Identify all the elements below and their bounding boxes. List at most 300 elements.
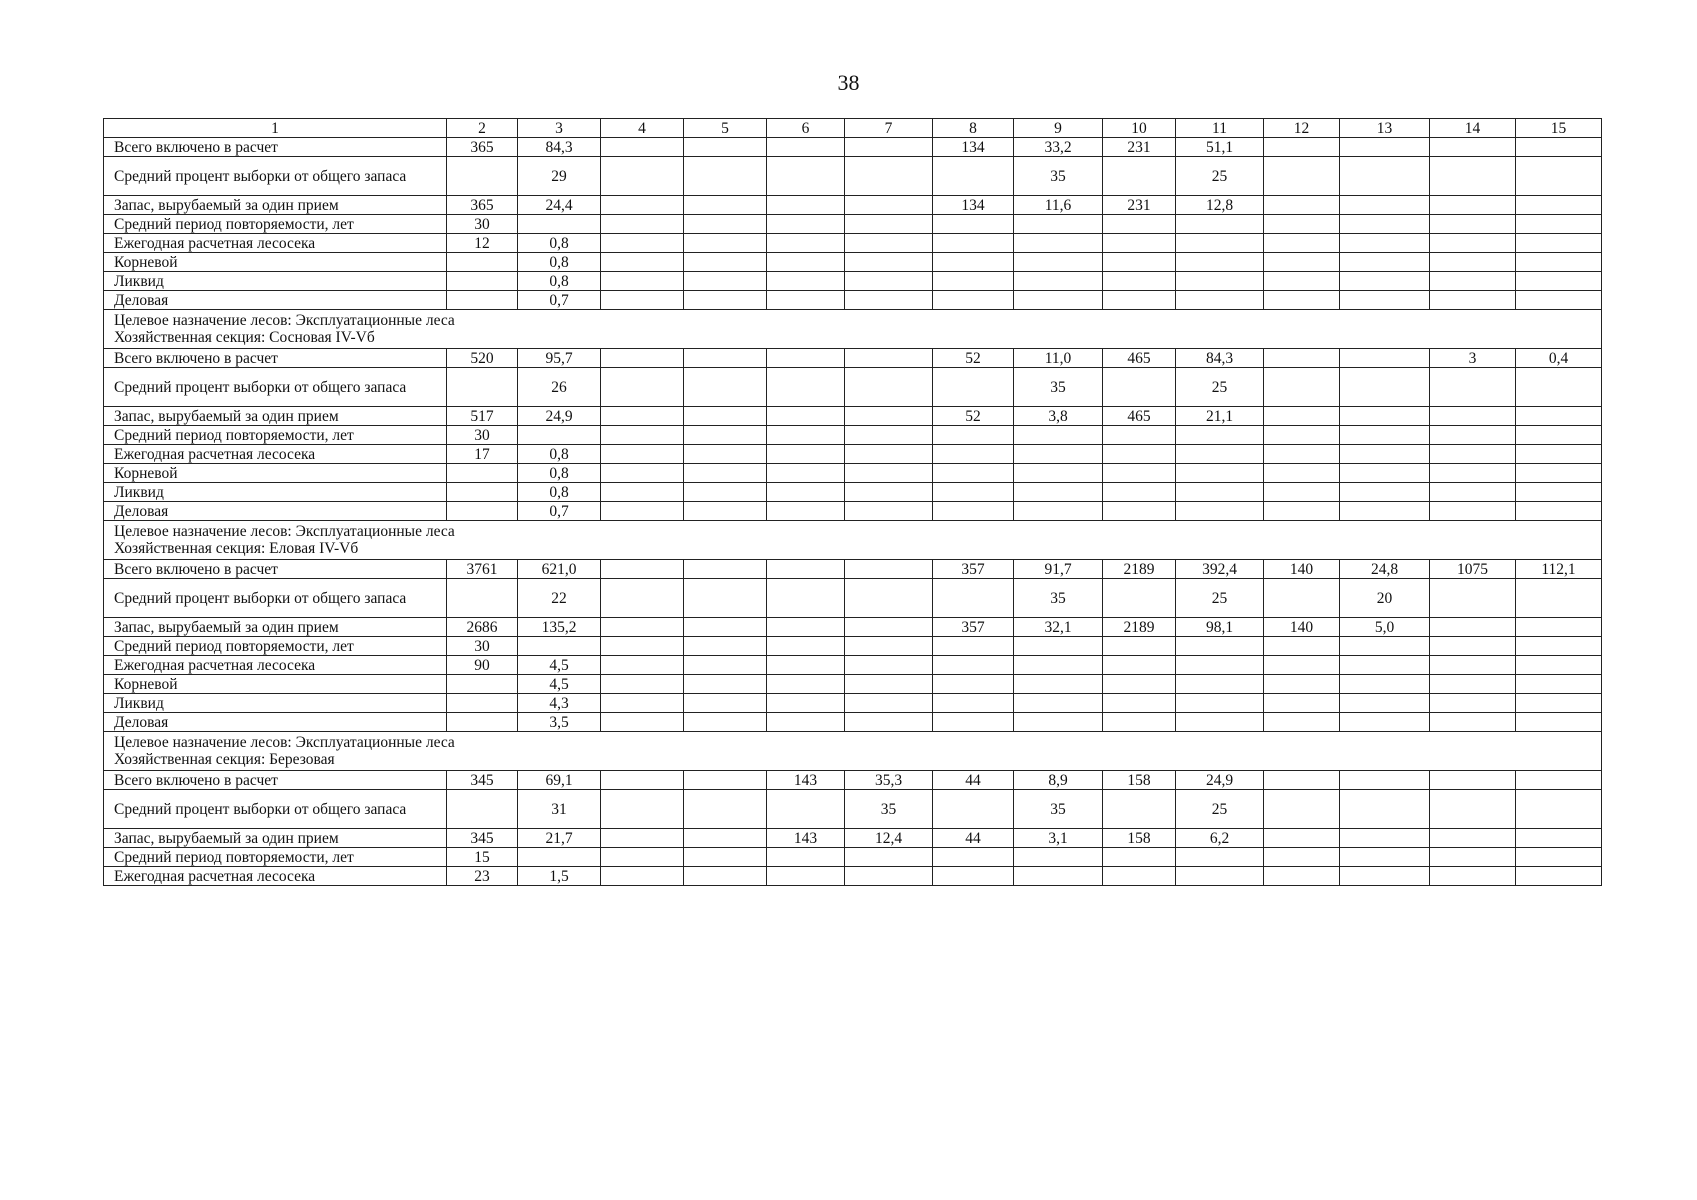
- table-cell: [1430, 196, 1516, 215]
- table-cell: 11,0: [1014, 349, 1103, 368]
- column-header: 2: [447, 119, 518, 138]
- table-cell: 0,8: [518, 483, 601, 502]
- table-cell: 392,4: [1176, 560, 1264, 579]
- table-cell: 0,7: [518, 502, 601, 521]
- table-cell: [1103, 675, 1176, 694]
- table-cell: [1340, 675, 1430, 694]
- table-cell: 17: [447, 445, 518, 464]
- table-cell: 29: [518, 157, 601, 196]
- table-row: [104, 426, 1602, 445]
- table-cell: [1516, 215, 1602, 234]
- row-label: Деловая: [104, 291, 447, 310]
- table-cell: [845, 291, 933, 310]
- table-cell: [767, 291, 845, 310]
- table-cell: [1264, 253, 1340, 272]
- table-cell: [1516, 407, 1602, 426]
- table-cell: [447, 694, 518, 713]
- table-cell: [1103, 713, 1176, 732]
- table-row: [104, 867, 1602, 886]
- table-row: [104, 407, 1602, 426]
- table-row: [104, 713, 1602, 732]
- table-cell: [1340, 483, 1430, 502]
- table-cell: [1014, 426, 1103, 445]
- table-cell: [1430, 502, 1516, 521]
- table-cell: [1103, 445, 1176, 464]
- table-cell: [845, 713, 933, 732]
- table-cell: [767, 349, 845, 368]
- table-cell: [1430, 138, 1516, 157]
- table-cell: [767, 253, 845, 272]
- table-cell: 30: [447, 637, 518, 656]
- table-cell: [1103, 253, 1176, 272]
- table-cell: [1430, 368, 1516, 407]
- table-cell: [767, 790, 845, 829]
- table-cell: 143: [767, 829, 845, 848]
- table-cell: [1430, 618, 1516, 637]
- table-cell: 158: [1103, 771, 1176, 790]
- table-cell: [1516, 694, 1602, 713]
- table-cell: [1103, 579, 1176, 618]
- table-cell: [447, 579, 518, 618]
- table-cell: 44: [933, 771, 1014, 790]
- table-cell: [1340, 829, 1430, 848]
- table-cell: [1014, 253, 1103, 272]
- table-cell: [1516, 675, 1602, 694]
- table-cell: [1176, 445, 1264, 464]
- table-cell: 0,8: [518, 234, 601, 253]
- table-cell: 35: [1014, 579, 1103, 618]
- table-cell: 24,9: [518, 407, 601, 426]
- table-cell: [1430, 215, 1516, 234]
- row-label: Запас, вырубаемый за один прием: [104, 618, 447, 637]
- table-cell: [1264, 771, 1340, 790]
- table-cell: [1516, 234, 1602, 253]
- table-row: [104, 157, 1602, 196]
- table-cell: [1014, 675, 1103, 694]
- table-cell: 465: [1103, 407, 1176, 426]
- table-cell: [1340, 790, 1430, 829]
- table-cell: [1340, 502, 1430, 521]
- table-cell: [1103, 656, 1176, 675]
- table-cell: [845, 272, 933, 291]
- table-cell: [933, 848, 1014, 867]
- table-cell: 25: [1176, 790, 1264, 829]
- table-cell: 140: [1264, 560, 1340, 579]
- column-header: 4: [601, 119, 684, 138]
- table-cell: [1516, 272, 1602, 291]
- table-cell: 35: [1014, 790, 1103, 829]
- table-cell: [1014, 234, 1103, 253]
- column-header: 12: [1264, 119, 1340, 138]
- row-label: Средний период повторяемости, лет: [104, 426, 447, 445]
- table-cell: [601, 848, 684, 867]
- table-cell: 33,2: [1014, 138, 1103, 157]
- table-cell: 345: [447, 771, 518, 790]
- table-cell: [767, 694, 845, 713]
- table-cell: [1516, 445, 1602, 464]
- table-cell: 24,9: [1176, 771, 1264, 790]
- column-header: 5: [684, 119, 767, 138]
- table-cell: 69,1: [518, 771, 601, 790]
- table-cell: [1264, 579, 1340, 618]
- table-cell: [684, 560, 767, 579]
- table-row: [104, 253, 1602, 272]
- table-cell: [845, 656, 933, 675]
- table-row: [104, 196, 1602, 215]
- table-cell: [1264, 368, 1340, 407]
- table-cell: [767, 483, 845, 502]
- table-cell: 90: [447, 656, 518, 675]
- table-cell: [1516, 138, 1602, 157]
- table-cell: [1430, 234, 1516, 253]
- table-cell: [1340, 349, 1430, 368]
- table-cell: [1176, 291, 1264, 310]
- table-cell: 135,2: [518, 618, 601, 637]
- table-cell: [933, 675, 1014, 694]
- column-header: 15: [1516, 119, 1602, 138]
- table-cell: [1264, 502, 1340, 521]
- table-cell: [1340, 291, 1430, 310]
- table-cell: [601, 713, 684, 732]
- table-cell: [601, 445, 684, 464]
- table-cell: 517: [447, 407, 518, 426]
- table-cell: [601, 196, 684, 215]
- table-cell: [1516, 426, 1602, 445]
- table-cell: [1264, 675, 1340, 694]
- row-label: Корневой: [104, 464, 447, 483]
- table-cell: [767, 138, 845, 157]
- table-cell: [1430, 579, 1516, 618]
- table-cell: [601, 464, 684, 483]
- table-cell: [447, 272, 518, 291]
- table-cell: [1014, 291, 1103, 310]
- table-cell: [845, 196, 933, 215]
- table-cell: [1103, 215, 1176, 234]
- table-cell: 0,8: [518, 445, 601, 464]
- table-cell: 465: [1103, 349, 1176, 368]
- data-table: [103, 118, 1602, 886]
- table-cell: 134: [933, 196, 1014, 215]
- table-cell: [1430, 157, 1516, 196]
- table-cell: [601, 349, 684, 368]
- table-cell: [1516, 464, 1602, 483]
- table-cell: [845, 618, 933, 637]
- table-cell: [1176, 426, 1264, 445]
- table-cell: [447, 483, 518, 502]
- section-header: [104, 521, 1602, 560]
- table-cell: [767, 234, 845, 253]
- table-cell: 158: [1103, 829, 1176, 848]
- table-cell: [1340, 215, 1430, 234]
- table-cell: 365: [447, 138, 518, 157]
- table-cell: 2686: [447, 618, 518, 637]
- table-cell: [767, 848, 845, 867]
- table-cell: [601, 253, 684, 272]
- page-number: 38: [837, 70, 860, 95]
- table-cell: 12: [447, 234, 518, 253]
- row-label: Всего включено в расчет: [104, 560, 447, 579]
- row-label: Корневой: [104, 675, 447, 694]
- table-cell: [684, 291, 767, 310]
- table-cell: [684, 368, 767, 407]
- table-cell: [1176, 464, 1264, 483]
- table-cell: [1340, 272, 1430, 291]
- table-cell: [684, 349, 767, 368]
- table-cell: [684, 771, 767, 790]
- table-cell: [447, 368, 518, 407]
- table-cell: [767, 618, 845, 637]
- table-cell: [1264, 445, 1340, 464]
- table-row: [104, 483, 1602, 502]
- table-row: [104, 349, 1602, 368]
- table-cell: 0,8: [518, 253, 601, 272]
- table-row: [104, 829, 1602, 848]
- table-cell: [1516, 579, 1602, 618]
- table-cell: [1516, 771, 1602, 790]
- row-label: Ликвид: [104, 483, 447, 502]
- table-cell: [1176, 848, 1264, 867]
- row-label: Средний процент выборки от общего запаса: [104, 368, 447, 407]
- table-cell: [845, 445, 933, 464]
- table-cell: [933, 445, 1014, 464]
- table-cell: [1103, 848, 1176, 867]
- table-cell: [1264, 215, 1340, 234]
- table-cell: [601, 407, 684, 426]
- row-label: Ликвид: [104, 272, 447, 291]
- table-cell: 231: [1103, 138, 1176, 157]
- table-cell: [1103, 426, 1176, 445]
- table-cell: [1430, 253, 1516, 272]
- table-cell: [601, 483, 684, 502]
- table-cell: [1176, 656, 1264, 675]
- table-cell: [1340, 464, 1430, 483]
- table-cell: 143: [767, 771, 845, 790]
- table-cell: [845, 560, 933, 579]
- table-cell: [1516, 637, 1602, 656]
- table-cell: 3: [1430, 349, 1516, 368]
- table-cell: [601, 234, 684, 253]
- table-cell: 134: [933, 138, 1014, 157]
- table-cell: 84,3: [1176, 349, 1264, 368]
- table-cell: [933, 291, 1014, 310]
- table-cell: 95,7: [518, 349, 601, 368]
- table-cell: [845, 502, 933, 521]
- table-cell: 12,8: [1176, 196, 1264, 215]
- table-cell: [1264, 272, 1340, 291]
- table-cell: [1430, 407, 1516, 426]
- table-row: [104, 656, 1602, 675]
- table-cell: 0,8: [518, 464, 601, 483]
- table-row: [104, 445, 1602, 464]
- table-cell: 1075: [1430, 560, 1516, 579]
- table-cell: [1430, 694, 1516, 713]
- table-cell: [1516, 790, 1602, 829]
- table-cell: [1340, 368, 1430, 407]
- table-cell: [1516, 867, 1602, 886]
- table-cell: [601, 215, 684, 234]
- table-cell: [1103, 368, 1176, 407]
- table-cell: [1264, 349, 1340, 368]
- table-cell: [1176, 713, 1264, 732]
- table-cell: [845, 215, 933, 234]
- table-cell: [684, 196, 767, 215]
- table-cell: [933, 215, 1014, 234]
- table-cell: 0,4: [1516, 349, 1602, 368]
- row-label: Ежегодная расчетная лесосека: [104, 445, 447, 464]
- table-cell: [767, 464, 845, 483]
- table-cell: [684, 848, 767, 867]
- table-cell: 20: [1340, 579, 1430, 618]
- table-cell: 357: [933, 560, 1014, 579]
- table-cell: 91,7: [1014, 560, 1103, 579]
- table-cell: [1264, 694, 1340, 713]
- column-header: 8: [933, 119, 1014, 138]
- table-cell: [1264, 464, 1340, 483]
- table-cell: [684, 215, 767, 234]
- table-cell: [684, 157, 767, 196]
- table-cell: [1430, 291, 1516, 310]
- table-cell: 52: [933, 349, 1014, 368]
- table-cell: [1340, 656, 1430, 675]
- table-cell: 25: [1176, 579, 1264, 618]
- table-cell: [1340, 771, 1430, 790]
- table-cell: 357: [933, 618, 1014, 637]
- table-cell: 4,3: [518, 694, 601, 713]
- table-cell: [1176, 483, 1264, 502]
- row-label: Всего включено в расчет: [104, 771, 447, 790]
- table-cell: [767, 867, 845, 886]
- table-cell: 0,8: [518, 272, 601, 291]
- table-cell: [684, 618, 767, 637]
- table-cell: 98,1: [1176, 618, 1264, 637]
- table-cell: [1516, 829, 1602, 848]
- table-cell: [601, 694, 684, 713]
- table-cell: [1264, 291, 1340, 310]
- table-cell: [1176, 215, 1264, 234]
- table-cell: [1516, 713, 1602, 732]
- table-cell: [601, 138, 684, 157]
- table-cell: [601, 637, 684, 656]
- row-label: Ежегодная расчетная лесосека: [104, 656, 447, 675]
- table-cell: [601, 829, 684, 848]
- table-cell: [1340, 157, 1430, 196]
- table-cell: [845, 368, 933, 407]
- table-cell: [767, 445, 845, 464]
- table-cell: [684, 713, 767, 732]
- table-cell: [1176, 272, 1264, 291]
- table-cell: [1430, 637, 1516, 656]
- table-cell: [1430, 272, 1516, 291]
- table-cell: 345: [447, 829, 518, 848]
- table-cell: [1340, 445, 1430, 464]
- table-cell: 35: [845, 790, 933, 829]
- table-cell: [1176, 502, 1264, 521]
- table-cell: [1264, 713, 1340, 732]
- table-cell: [1430, 483, 1516, 502]
- table-cell: [845, 637, 933, 656]
- table-cell: [1340, 253, 1430, 272]
- table-cell: [1516, 483, 1602, 502]
- column-header: 1: [104, 119, 447, 138]
- row-label: Средний процент выборки от общего запаса: [104, 157, 447, 196]
- table-cell: [1103, 502, 1176, 521]
- table-cell: 25: [1176, 368, 1264, 407]
- table-cell: [845, 407, 933, 426]
- table-cell: [1430, 675, 1516, 694]
- table-cell: [1103, 790, 1176, 829]
- row-label: Средний период повторяемости, лет: [104, 215, 447, 234]
- section-purpose: Целевое назначение лесов: Эксплуатационные леса: [114, 312, 455, 329]
- table-cell: [1014, 848, 1103, 867]
- table-cell: [1014, 502, 1103, 521]
- table-cell: [1430, 771, 1516, 790]
- table-cell: [601, 618, 684, 637]
- table-cell: [601, 291, 684, 310]
- table-cell: 24,8: [1340, 560, 1430, 579]
- table-cell: [1176, 637, 1264, 656]
- table-cell: [1103, 234, 1176, 253]
- section-header-row: [104, 310, 1602, 349]
- column-header: 9: [1014, 119, 1103, 138]
- section-header: [104, 732, 1602, 771]
- table-cell: [767, 713, 845, 732]
- table-cell: [933, 637, 1014, 656]
- table-cell: [1340, 407, 1430, 426]
- table-row: [104, 560, 1602, 579]
- table-cell: 21,1: [1176, 407, 1264, 426]
- table-cell: [684, 867, 767, 886]
- table-cell: [1264, 483, 1340, 502]
- table-cell: 52: [933, 407, 1014, 426]
- table-cell: [601, 157, 684, 196]
- table-cell: [1264, 848, 1340, 867]
- table-cell: [1430, 790, 1516, 829]
- row-label: Средний период повторяемости, лет: [104, 637, 447, 656]
- table-cell: [933, 253, 1014, 272]
- row-label: Ежегодная расчетная лесосека: [104, 867, 447, 886]
- table-cell: 44: [933, 829, 1014, 848]
- table-cell: [1430, 867, 1516, 886]
- table-cell: [1340, 713, 1430, 732]
- table-cell: [518, 637, 601, 656]
- section-header-row: [104, 521, 1602, 560]
- row-label: Запас, вырубаемый за один прием: [104, 407, 447, 426]
- table-cell: 2189: [1103, 560, 1176, 579]
- row-label: Деловая: [104, 713, 447, 732]
- table-cell: [1264, 157, 1340, 196]
- table-cell: [933, 579, 1014, 618]
- row-label: Средний процент выборки от общего запаса: [104, 790, 447, 829]
- table-cell: 35,3: [845, 771, 933, 790]
- table-cell: 4,5: [518, 675, 601, 694]
- table-cell: [1014, 713, 1103, 732]
- table-cell: 3761: [447, 560, 518, 579]
- table-cell: [1014, 445, 1103, 464]
- section-purpose: Целевое назначение лесов: Эксплуатационные леса: [114, 734, 455, 751]
- table-cell: [601, 272, 684, 291]
- table-cell: [601, 579, 684, 618]
- table-cell: [1176, 867, 1264, 886]
- table-cell: [1516, 196, 1602, 215]
- table-cell: 30: [447, 215, 518, 234]
- table-cell: 12,4: [845, 829, 933, 848]
- table-cell: [1103, 291, 1176, 310]
- table-cell: [1516, 848, 1602, 867]
- row-label: Деловая: [104, 502, 447, 521]
- table-cell: 35: [1014, 368, 1103, 407]
- table-cell: [933, 502, 1014, 521]
- table-cell: [684, 829, 767, 848]
